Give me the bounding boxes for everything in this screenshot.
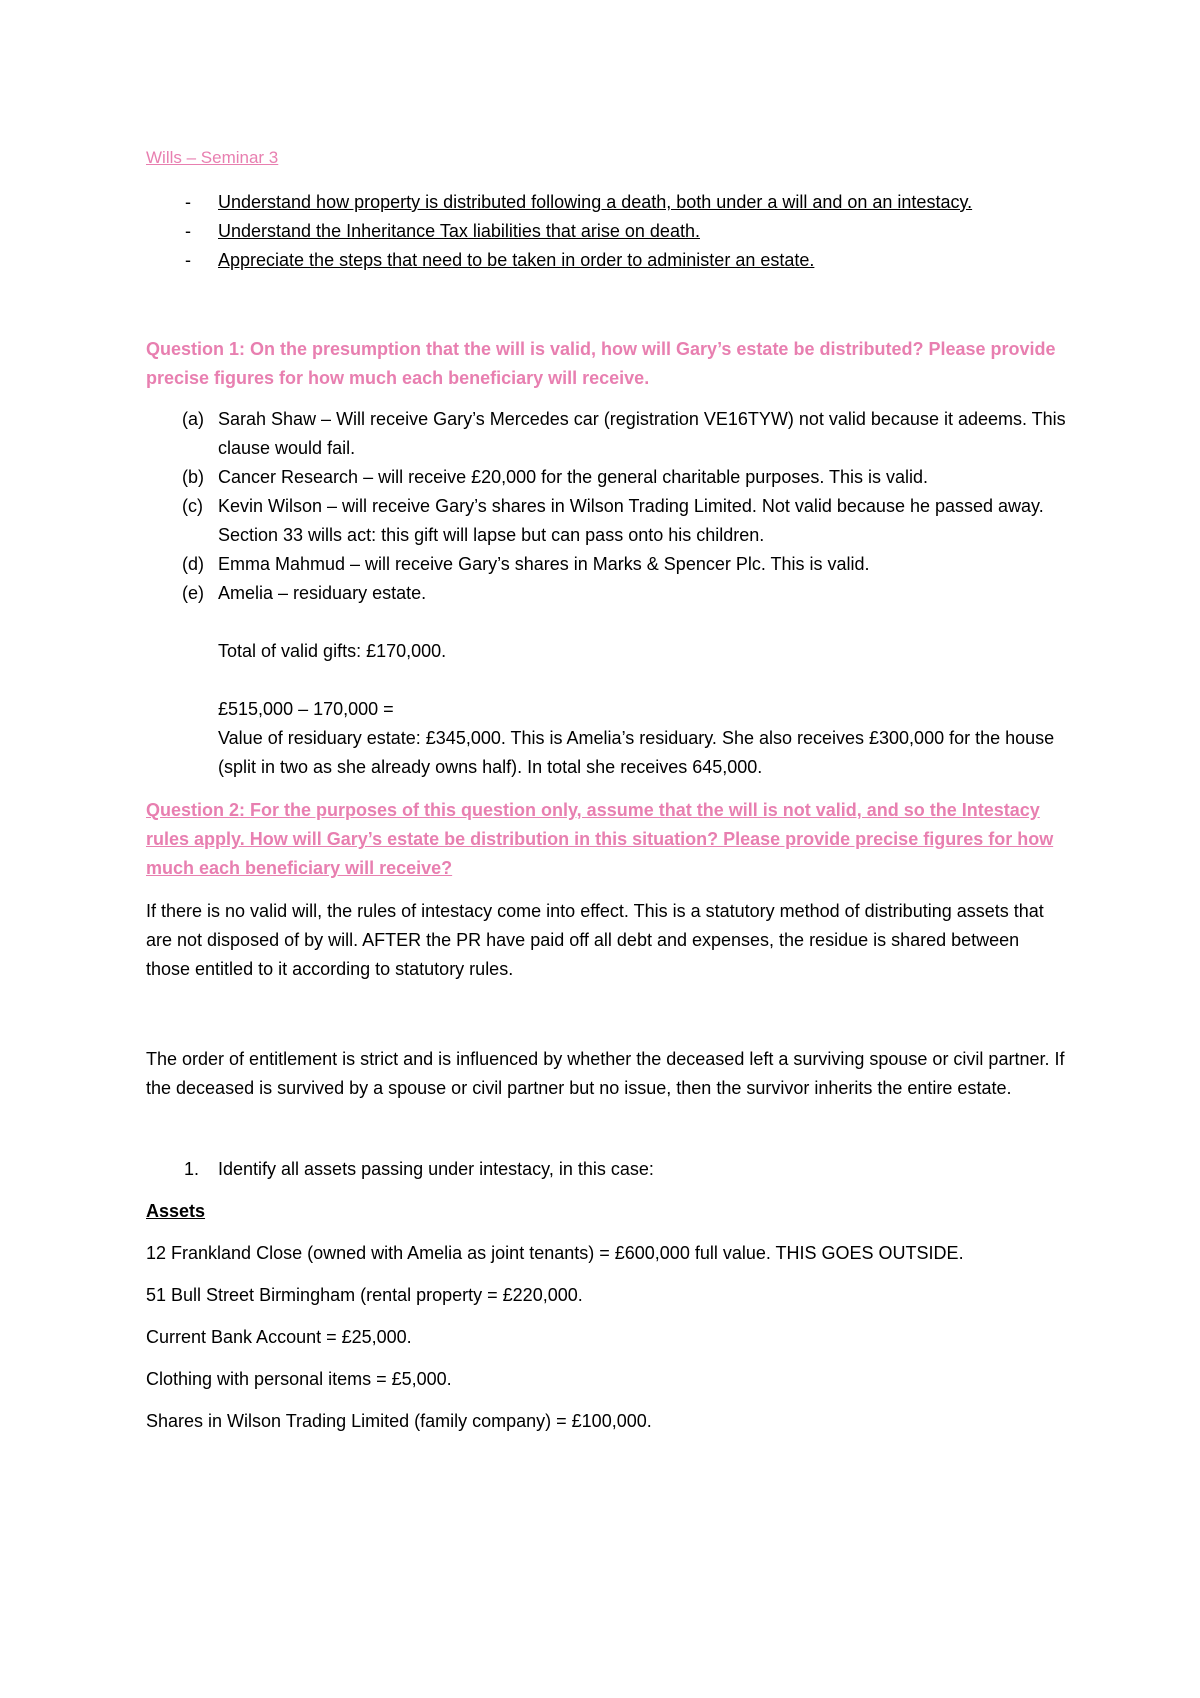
dash-bullet: - xyxy=(185,192,191,212)
answer-item: (b) Cancer Research – will receive £20,000 for the general charitable purposes. This is valid. xyxy=(146,463,1066,492)
step-marker: 1. xyxy=(184,1159,200,1179)
objective-item: - Understand how property is distributed following a death, both under a will and on an intestacy. xyxy=(146,188,1066,217)
document-content xyxy=(146,147,1066,1436)
intestacy-paragraph: If there is no valid will, the rules of intestacy come into effect. This is a statutory method of distributing assets that are not disposed of by will. AFTER the PR have paid off all debt and expenses, the residue is shared between those entitled to it according to statutory rules. xyxy=(146,901,1044,979)
valid-gifts-total: Total of valid gifts: £170,000. xyxy=(218,641,447,661)
assets-heading: Assets xyxy=(146,1201,206,1221)
dash-bullet: - xyxy=(185,250,191,270)
answer-item: (d) Emma Mahmud – will receive Gary’s shares in Marks & Spencer Plc. This is valid. xyxy=(146,550,1066,579)
answer-item: (e) Amelia – residuary estate. xyxy=(146,579,1066,608)
step-item: 1. Identify all assets passing under intestacy, in this case: xyxy=(146,1155,1066,1184)
answer-item: (c) Kevin Wilson – will receive Gary’s shares in Wilson Trading Limited. Not valid because he passed away. Section 33 wills act: this gift will lapse but can pass onto his children. xyxy=(146,492,1066,550)
answer-marker: (d) xyxy=(182,554,204,574)
entitlement-paragraph: The order of entitlement is strict and is influenced by whether the deceased left a surviving spouse or civil partner. If the deceased is survived by a spouse or civil partner but no issue, then the survivor inherits the entire estate. xyxy=(146,1049,1065,1098)
asset-item: 51 Bull Street Birmingham (rental property = £220,000. xyxy=(146,1285,583,1305)
answer-marker: (c) xyxy=(182,496,203,516)
residuary-value: Value of residuary estate: £345,000. This is Amelia’s residuary. She also receives £300,000 for the house (split in two as she already owns half). In total she receives 645,000. xyxy=(218,728,1055,777)
answer-marker: (a) xyxy=(182,409,204,429)
answer-marker: (b) xyxy=(182,467,204,487)
answer-marker: (e) xyxy=(182,583,204,603)
asset-item: Current Bank Account = £25,000. xyxy=(146,1327,412,1347)
dash-bullet: - xyxy=(185,221,191,241)
objective-item: - Appreciate the steps that need to be taken in order to administer an estate. xyxy=(146,246,1066,275)
question-1-heading: Question 1: On the presumption that the will is valid, how will Gary’s estate be distributed? Please provide precise figures for how much each beneficiary will receive. xyxy=(146,339,1056,388)
residuary-calculation: £515,000 – 170,000 = xyxy=(218,699,394,719)
question-1-answers xyxy=(146,405,1066,608)
answer-item: (a) Sarah Shaw – Will receive Gary’s Mercedes car (registration VE16TYW) not valid because it adeems. This clause would fail. xyxy=(146,405,1066,463)
asset-item: Shares in Wilson Trading Limited (family company) = £100,000. xyxy=(146,1411,652,1431)
asset-item: Clothing with personal items = £5,000. xyxy=(146,1369,452,1389)
document-title: Wills – Seminar 3 xyxy=(146,148,279,167)
asset-item: 12 Frankland Close (owned with Amelia as joint tenants) = £600,000 full value. THIS GOES OUTSIDE. xyxy=(146,1243,964,1263)
objective-item: - Understand the Inheritance Tax liabilities that arise on death. xyxy=(146,217,1066,246)
question-2-heading: Question 2: For the purposes of this question only, assume that the will is not valid, and so the Intestacy rules apply. How will Gary’s estate be distribution in this situation? Please provide precise figures for how much each beneficiary will receive? xyxy=(146,800,1054,878)
objectives-list xyxy=(146,188,1066,275)
